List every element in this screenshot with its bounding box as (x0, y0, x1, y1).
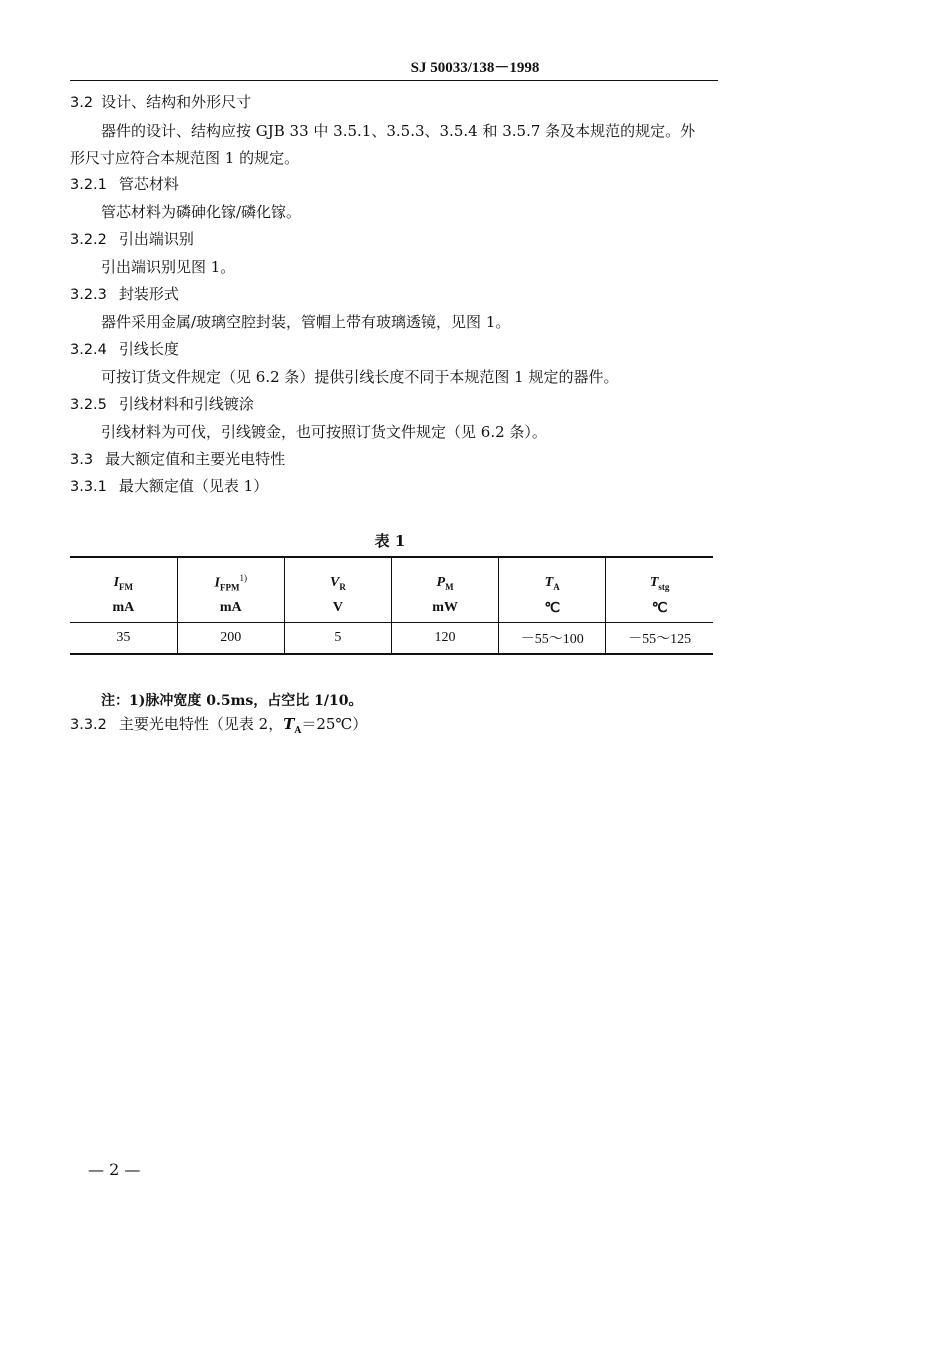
table-cell: 200 (177, 623, 284, 655)
section-3-2-1-heading (70, 174, 179, 195)
section-title: 最大额定值（见表 1） (118, 477, 269, 495)
section-3-2-2-text: 引出端识别见图 1。 (101, 258, 236, 276)
col-ifm-symbol: $I_{FM}$ (70, 557, 177, 594)
table-cell: 120 (391, 623, 498, 655)
header-rule (70, 80, 718, 81)
section-number: 3.2.5 (70, 397, 107, 413)
section-3-3-2-heading (70, 714, 367, 741)
ta-subscript: A (294, 726, 302, 736)
table-cell: －55～125 (606, 623, 713, 655)
page-number: — 2 — (88, 1160, 141, 1179)
section-number: 3.2.4 (70, 342, 107, 358)
section-number: 3.3.2 (70, 717, 107, 733)
col-unit: V (284, 594, 391, 623)
section-3-2-3-text: 器件采用金属/玻璃空腔封装，管帽上带有玻璃透镜，见图 1。 (101, 313, 511, 331)
section-3-2-5-text: 引线材料为可伐，引线镀金，也可按照订货文件规定（见 6.2 条）。 (101, 423, 547, 441)
section-3-2-4-heading (70, 339, 179, 360)
section-title-pre: 主要光电特性（见表 2， (118, 715, 284, 733)
table-1-caption: 表 1 (374, 532, 406, 550)
section-3-2-text: 器件的设计、结构应按 GJB 33 中 3.5.1、3.5.3、3.5.4 和 3.5.7 条及本规范的规定。外 (101, 122, 696, 140)
section-3-2-1-text: 管芯材料为磷砷化镓/磷化镓。 (101, 203, 302, 221)
section-title: 引线长度 (118, 340, 179, 358)
section-title: 最大额定值和主要光电特性 (105, 450, 286, 468)
col-vr-symbol: $V_R$ (284, 557, 391, 594)
col-unit: ℃ (499, 594, 606, 623)
section-title: 封装形式 (118, 285, 179, 303)
col-unit: ℃ (606, 594, 713, 623)
section-number: 3.2.1 (70, 177, 107, 193)
table-row (70, 623, 713, 655)
col-unit: mA (70, 594, 177, 623)
col-ta-symbol: $T_A$ (499, 557, 606, 594)
ta-symbol: T (283, 715, 295, 733)
page-header-code: SJ 50033/138－1998 (410, 60, 540, 76)
section-3-2-4-text: 可按订货文件规定（见 6.2 条）提供引线长度不同于本规范图 1 规定的器件。 (101, 368, 619, 386)
section-3-2-heading (70, 92, 251, 113)
section-3-3-1-heading (70, 476, 268, 497)
section-3-2-3-heading (70, 284, 179, 305)
section-number: 3.2.2 (70, 232, 107, 248)
section-title: 引出端识别 (118, 230, 194, 248)
section-number: 3.2 (70, 95, 94, 111)
table-1-note: 注：1)脉冲宽度 0.5ms，占空比 1/10。 (101, 693, 363, 709)
table-1 (70, 556, 713, 655)
section-title: 引线材料和引线镀涂 (118, 395, 254, 413)
section-3-2-text-cont: 形尺寸应符合本规范图 1 的规定。 (70, 149, 300, 167)
section-number: 3.2.3 (70, 287, 107, 303)
section-title: 管芯材料 (118, 175, 179, 193)
table-cell: 35 (70, 623, 177, 655)
section-3-3-heading (70, 449, 285, 470)
section-number: 3.3 (70, 452, 94, 468)
col-unit: mW (391, 594, 498, 623)
table-cell: －55～100 (499, 623, 606, 655)
section-title-post: ＝25℃） (301, 715, 368, 733)
section-number: 3.3.1 (70, 479, 107, 495)
table-header-units (70, 594, 713, 623)
table-header-symbols (70, 557, 713, 594)
col-unit: mA (177, 594, 284, 623)
table-cell: 5 (284, 623, 391, 655)
section-3-2-2-heading (70, 229, 194, 250)
section-3-2-5-heading (70, 394, 254, 415)
col-tstg-symbol: $T_{stg}$ (606, 557, 713, 594)
col-ifpm-symbol: $I_{FPM}^{1)}$ (177, 557, 284, 594)
col-pm-symbol: $P_M$ (391, 557, 498, 594)
section-title: 设计、结构和外形尺寸 (101, 93, 252, 111)
